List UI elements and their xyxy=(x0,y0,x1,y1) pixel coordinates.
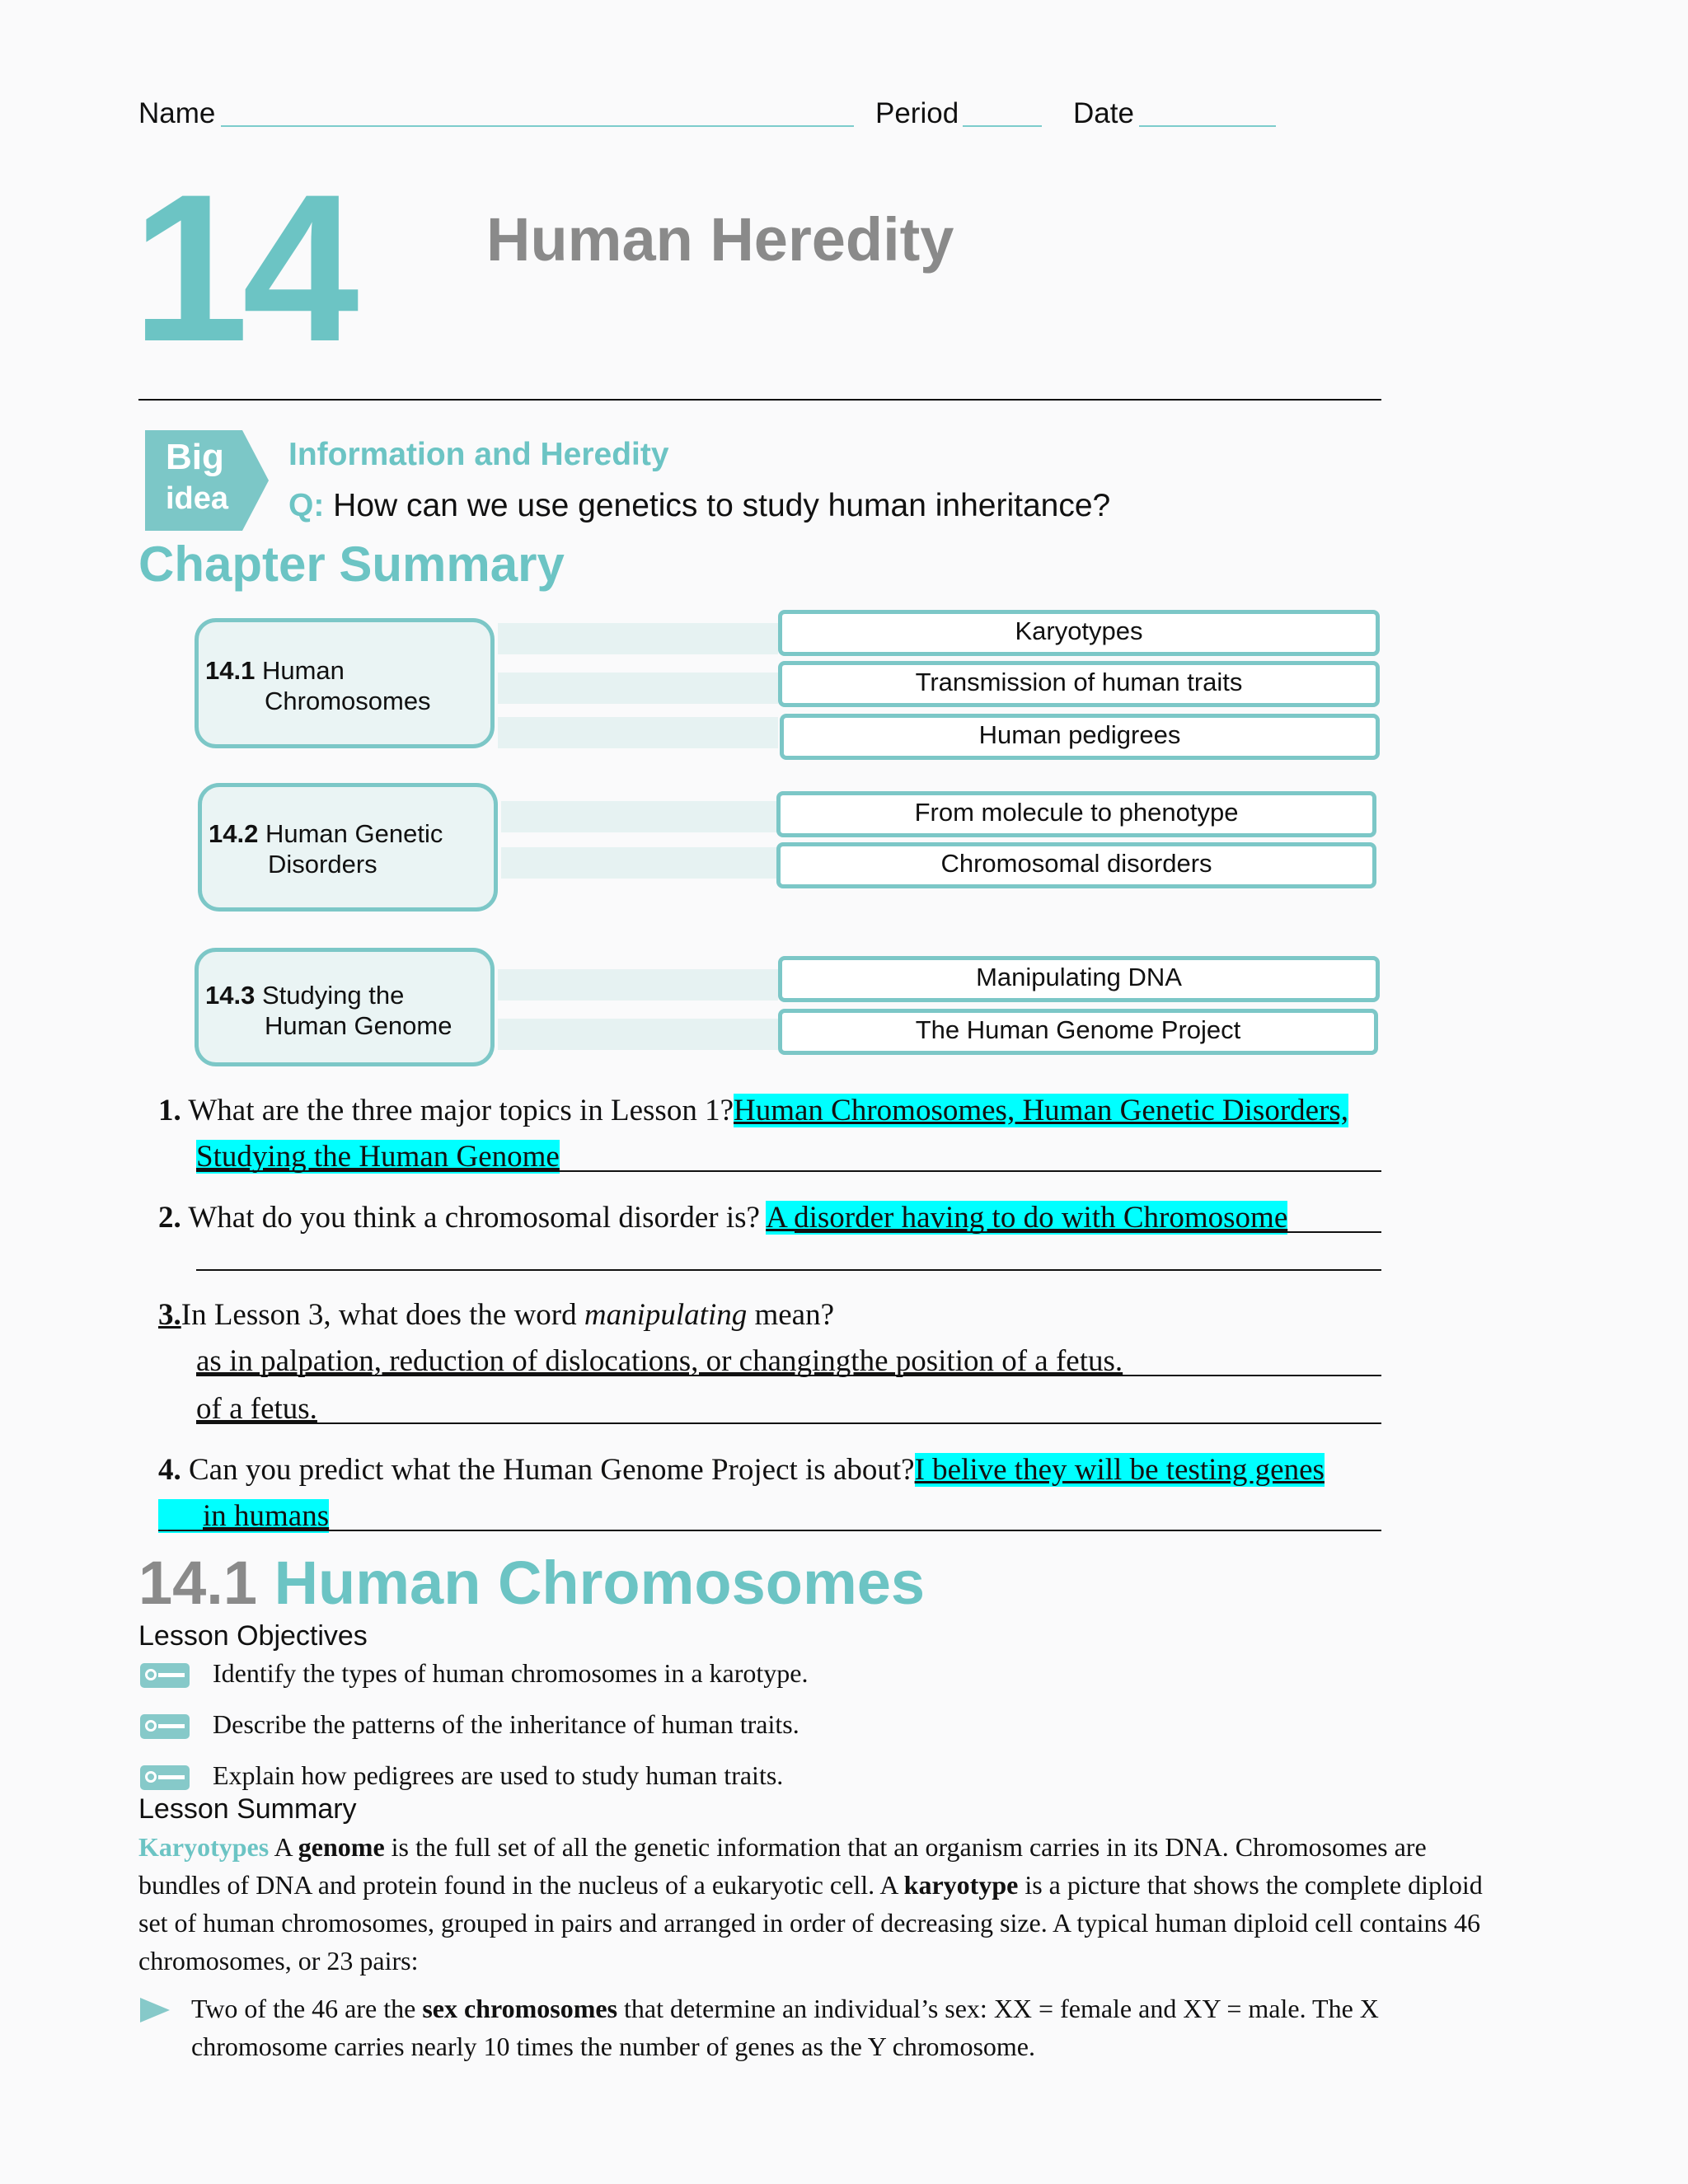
question-4 xyxy=(158,1451,1325,1490)
question-3 xyxy=(158,1296,834,1335)
divider xyxy=(138,399,1381,401)
bullet-arrow-icon xyxy=(140,1998,170,2027)
big-idea-badge xyxy=(145,430,269,531)
lesson-line2: Disorders xyxy=(268,850,377,879)
question-term: manipulating xyxy=(584,1298,748,1332)
section-heading xyxy=(138,1548,925,1618)
date-field[interactable] xyxy=(1139,125,1276,127)
name-field[interactable] xyxy=(221,125,854,127)
answer-line xyxy=(196,1422,1381,1424)
objective-2: Describe the patterns of the inheritance of human traits. xyxy=(213,1709,799,1739)
section-number: 14.1 xyxy=(138,1549,258,1617)
big-idea-question xyxy=(288,488,1110,524)
sex-chromosomes-term: sex chromosomes xyxy=(422,1994,618,2023)
chapter-number: 14 xyxy=(132,151,353,386)
summary-bullet xyxy=(191,1990,1461,2065)
summary-text: is the full set of all the genetic information that an organism carries in its DNA. Chromosomes are bundles of DNA and protein found in the nucleus of a eukaryotic cell. A xyxy=(138,1832,1427,1900)
lesson-line1: Human xyxy=(261,656,345,685)
big-idea-title: Information and Heredity xyxy=(288,437,669,472)
question-text: Can you predict what the Human Genome Project is about? xyxy=(189,1453,915,1487)
q-label: Q: xyxy=(288,488,325,523)
summary-text: is a picture that shows the complete diploid set of human chromosomes, grouped in pairs and arranged in order of decreasing size. A typical human diploid cell contains 46 chromosomes, or 23 pairs: xyxy=(138,1870,1483,1975)
question-text: How can we use genetics to study human inheritance? xyxy=(333,488,1111,523)
topic-chromosomal-disorders: Chromosomal disorders xyxy=(776,842,1376,888)
topic-pedigrees: Human pedigrees xyxy=(780,714,1380,760)
objective-3: Explain how pedigrees are used to study human traits. xyxy=(213,1760,784,1790)
badge-line1: Big xyxy=(166,437,224,477)
lesson-num: 14.3 xyxy=(205,981,256,1010)
key-icon xyxy=(140,1714,190,1739)
answer-line xyxy=(158,1530,1381,1531)
key-icon xyxy=(140,1765,190,1790)
section-title: Human Chromosomes xyxy=(274,1549,926,1617)
answer-1-part2[interactable]: Studying the Human Genome xyxy=(196,1140,560,1174)
objective-1: Identify the types of human chromosomes in a karotype. xyxy=(213,1658,809,1688)
connector xyxy=(498,623,778,654)
lesson-box-14-1 xyxy=(195,618,495,748)
objectives-heading: Lesson Objectives xyxy=(138,1620,368,1652)
connector xyxy=(501,847,776,879)
date-label: Date xyxy=(1073,97,1134,129)
chapter-title: Human Heredity xyxy=(486,205,954,274)
question-number: 3. xyxy=(158,1298,181,1332)
period-label: Period xyxy=(875,97,959,129)
connector xyxy=(498,717,778,748)
lesson-box-14-3 xyxy=(195,948,495,1066)
lesson-num: 14.1 xyxy=(205,656,256,685)
topic-karyotypes: Karyotypes xyxy=(778,610,1380,656)
answer-4-part2[interactable]: in humans xyxy=(158,1499,329,1533)
answer-3-line2[interactable]: of a fetus. xyxy=(196,1392,317,1426)
answer-2[interactable]: A disorder having to do with Chromosome xyxy=(766,1201,1288,1235)
answer-1-part1[interactable]: Human Chromosomes, Human Genetic Disorders, xyxy=(734,1094,1349,1127)
answer-line xyxy=(795,1231,1381,1233)
question-text-before: In Lesson 3, what does the word xyxy=(181,1298,584,1332)
connector xyxy=(498,673,778,704)
answer-4-part1[interactable]: I belive they will be testing genes xyxy=(914,1453,1325,1487)
topic-human-genome-project: The Human Genome Project xyxy=(778,1009,1378,1055)
lesson-box-14-2 xyxy=(198,783,498,912)
answer-3-line1[interactable]: as in palpation, reduction of dislocations, or changingthe position of a fetus. xyxy=(196,1344,1123,1378)
badge-line2: idea xyxy=(166,481,229,516)
question-text: What do you think a chromosomal disorder is? xyxy=(188,1201,760,1235)
period-field[interactable] xyxy=(963,125,1042,127)
lesson-line2: Human Genome xyxy=(265,1011,452,1040)
summary-paragraph xyxy=(138,1828,1515,1980)
lesson-line2: Chromosomes xyxy=(265,687,431,715)
name-label: Name xyxy=(138,97,216,129)
karyotypes-label: Karyotypes xyxy=(138,1832,270,1862)
question-text-after: mean? xyxy=(747,1298,835,1332)
answer-line xyxy=(196,1170,1381,1172)
connector xyxy=(498,969,778,1001)
question-number: 2. xyxy=(158,1201,181,1235)
key-icon xyxy=(140,1663,190,1688)
lesson-line1: Studying the xyxy=(261,981,405,1010)
topic-transmission: Transmission of human traits xyxy=(778,661,1380,707)
answer-line xyxy=(196,1375,1381,1376)
question-1 xyxy=(158,1091,1348,1131)
genome-term: genome xyxy=(298,1832,385,1862)
summary-text: A xyxy=(269,1832,298,1862)
summary-heading: Lesson Summary xyxy=(138,1793,357,1825)
question-number: 1. xyxy=(158,1094,181,1127)
topic-manipulating-dna: Manipulating DNA xyxy=(778,956,1380,1002)
question-text: What are the three major topics in Lesson 1? xyxy=(188,1094,734,1127)
question-number: 4. xyxy=(158,1453,181,1487)
lesson-line1: Human Genetic xyxy=(265,819,443,848)
connector xyxy=(501,801,776,832)
answer-line xyxy=(196,1269,1381,1271)
connector xyxy=(498,1019,778,1050)
topic-molecule-phenotype: From molecule to phenotype xyxy=(776,791,1376,837)
karyotype-term: karyotype xyxy=(903,1870,1019,1900)
lesson-num: 14.2 xyxy=(209,819,259,848)
chapter-summary-heading: Chapter Summary xyxy=(138,537,565,592)
bullet-text: that determine an individual’s sex: XX = female and XY = male. The X chromosome carries nearly 10 times the number of genes as the Y chromosome. xyxy=(191,1994,1379,2061)
bullet-text: Two of the 46 are the xyxy=(191,1994,423,2023)
